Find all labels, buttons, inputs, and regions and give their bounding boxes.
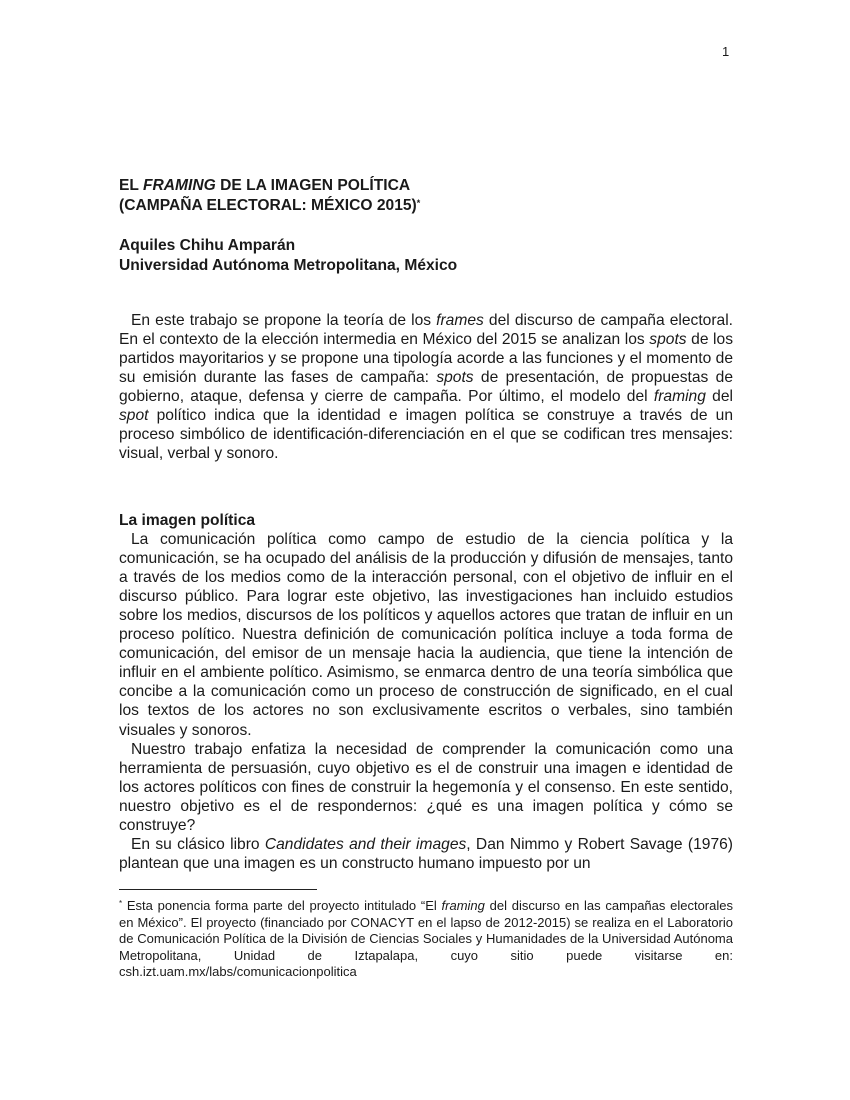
section-heading: La imagen política [119, 512, 256, 529]
text: del discurso en las campañas electorales en México”. El proyecto (financiado por CONACYT en el lapso de 2012-2015) se realiza en el Laboratorio de Comunicación Política de la División de Ciencias Sociales y Humanidades de la Universidad Autónoma Metropolitana, Unidad de Iztapalapa, cuyo sitio puede visitarse en: csh.izt.uam.mx/labs/comunicacionpolitica [119, 898, 733, 980]
title-text: DE LA IMAGEN POLÍTICA [215, 177, 411, 194]
italic-term: framing [441, 898, 485, 913]
footnote-marker: * [119, 899, 123, 908]
author-name: Aquiles Chihu Amparán [119, 237, 296, 254]
title-line-2 [119, 196, 420, 216]
text: En este trabajo se propone la teoría de los [131, 312, 437, 329]
body-paragraph: Nuestro trabajo enfatiza la necesidad de comprender la comunicación como una herramienta de persuasión, cuyo objetivo es el de construir una imagen e identidad de los actores políticos con fines de construir la hegemonía y el consenso. En este sentido, nuestro objetivo es el de respondernos: ¿qué es una imagen política y cómo se construye? [119, 740, 733, 834]
italic-term: spots [649, 331, 687, 349]
text: político indica que la identidad e imagen política se construye a través de un proceso simbólico de identificación-diferenciación en el que se codifican tres mensajes: visual, verbal y sonoro. [119, 407, 733, 463]
italic-term: spots [436, 369, 474, 387]
footnote-text [119, 898, 733, 981]
title-line-1 [119, 176, 420, 196]
book-title: Candidates and their images [264, 835, 467, 853]
text: En su clásico libro [131, 835, 265, 853]
italic-term: spot [119, 407, 149, 425]
abstract-paragraph [119, 311, 733, 463]
italic-term: frames [436, 312, 484, 329]
paper-title [119, 176, 420, 216]
abstract [119, 311, 733, 463]
title-text: EL [119, 177, 143, 194]
text: del discurso de campaña electoral. En el contexto de la elección intermedia en México del 2015 se analizan los [119, 312, 733, 349]
page-number: 1 [722, 44, 730, 59]
text: de presentación, de propuestas de gobierno, ataque, defensa y cierre de campaña. Por último, el modelo del [119, 369, 733, 406]
author-block [119, 236, 457, 276]
author-affiliation: Universidad Autónoma Metropolitana, México [119, 257, 458, 274]
footnote [119, 898, 733, 981]
text: Esta ponencia forma parte del proyecto intitulado “El [122, 898, 442, 913]
title-italic-term: FRAMING [142, 177, 216, 194]
section-la-imagen-politica [119, 511, 733, 873]
title-text: (CAMPAÑA ELECTORAL: MÉXICO 2015) [119, 197, 417, 214]
body-paragraph: La comunicación política como campo de estudio de la ciencia política y la comunicación, se ha ocupado del análisis de la producción y difusión de mensajes, tanto a través de los medios como de la interacción personal, con el objetivo de influir en el discurso público. Para lograr este objetivo, las investigaciones han incluido estudios sobre los medios, discursos de los políticos y aquellos actores que tratan de influir en un proceso político. Nuestra definición de comunicación política incluye a toda forma de comunicación, del emisor de un mensaje hacia la audiencia, que tiene la intención de influir en el ambiente político. Asimismo, se enmarca dentro de una teoría simbólica que concibe a la comunicación como un proceso de construcción de significado, en el cual los textos de los actores no son exclusivamente escritos o verbales, sino también visuales y sonoros. [119, 531, 733, 739]
italic-term: framing [653, 388, 706, 406]
footnote-marker[interactable]: * [416, 198, 421, 208]
text: del [705, 388, 733, 406]
body-paragraph [119, 835, 733, 873]
footnote-separator [119, 889, 317, 890]
text: , Dan Nimmo y Robert Savage (1976) plantean que una imagen es un constructo humano impuesto por un [119, 835, 733, 872]
text: de los partidos mayoritarios y se propone una tipología acorde a las funciones y el momento de su emisión durante las fases de campaña: [119, 331, 733, 387]
